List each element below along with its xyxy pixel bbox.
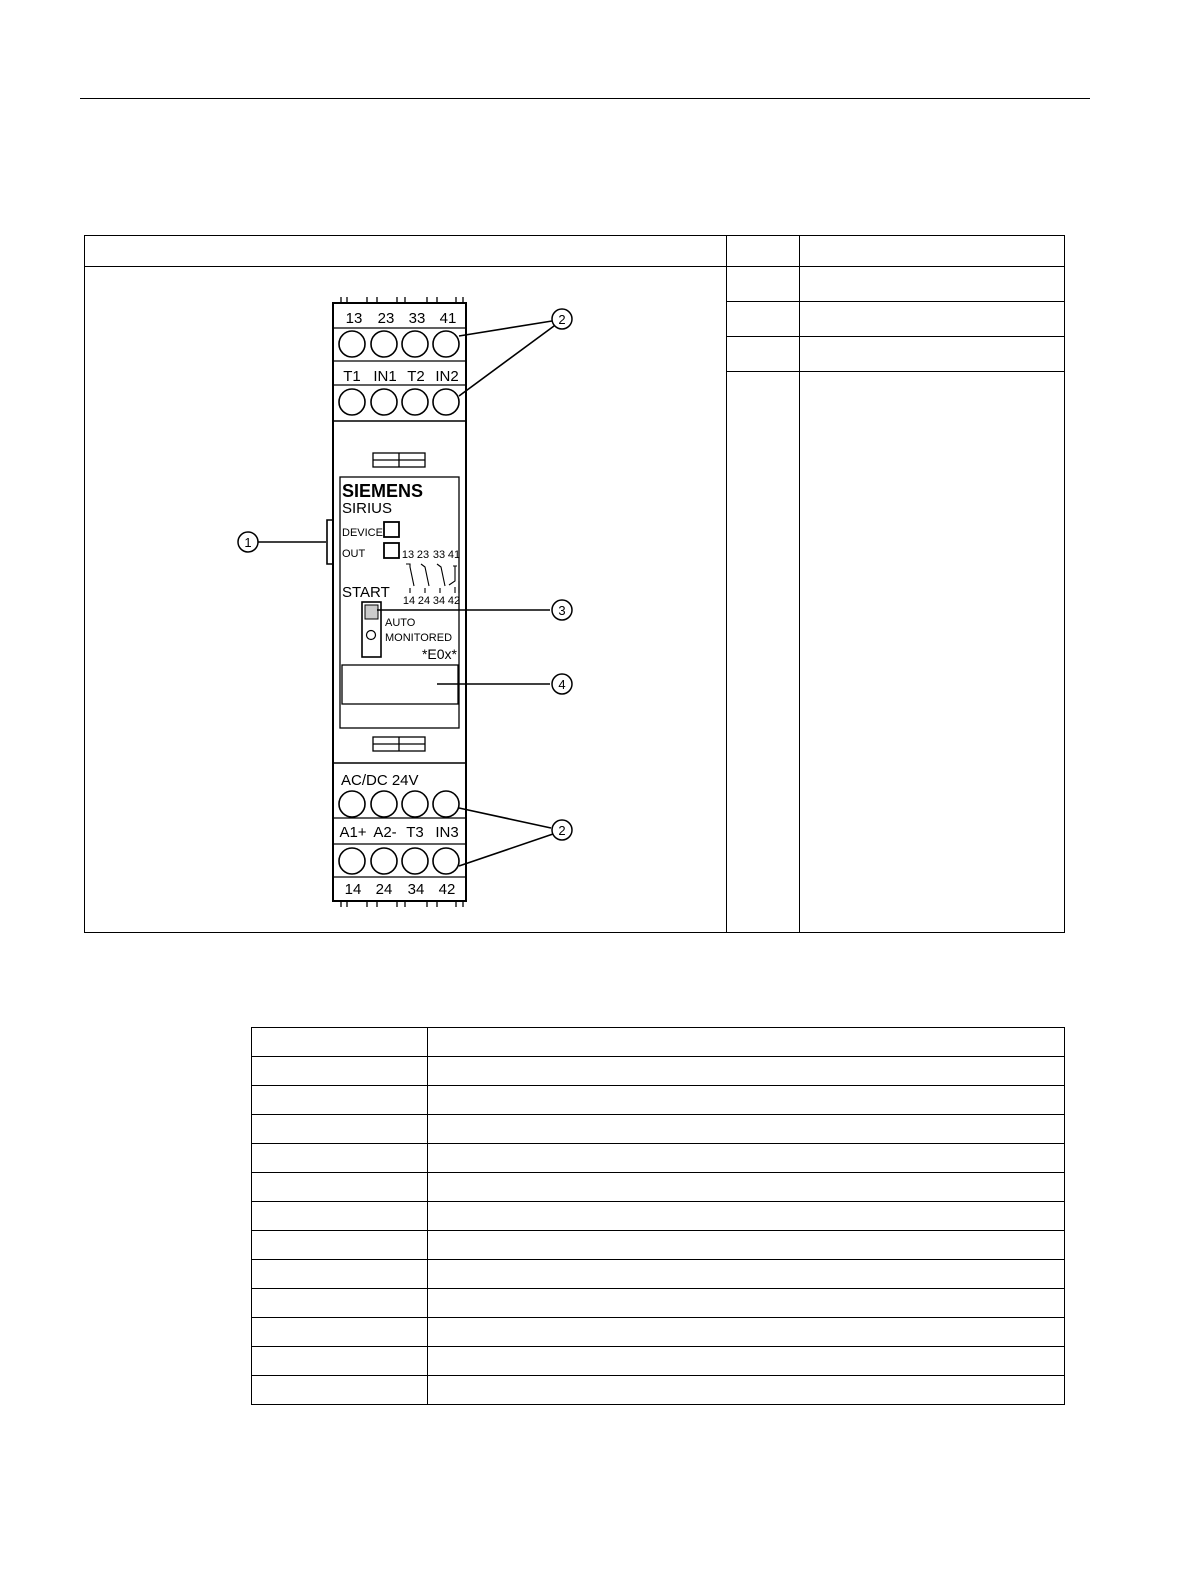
table-row bbox=[252, 1028, 1065, 1057]
terminal-label: 41 bbox=[439, 310, 457, 327]
terminal-label: IN3 bbox=[435, 824, 459, 841]
led-label-device: DEVICE bbox=[342, 527, 383, 539]
device-figure-table bbox=[84, 235, 1065, 933]
table-cell bbox=[427, 1144, 1064, 1173]
table-cell bbox=[427, 1086, 1064, 1115]
figure-cell bbox=[85, 267, 727, 933]
contact-label: 24 bbox=[417, 595, 431, 607]
table-row bbox=[252, 1318, 1065, 1347]
device-body bbox=[333, 303, 466, 901]
table-row bbox=[252, 1202, 1065, 1231]
table-row bbox=[252, 1289, 1065, 1318]
table-cell bbox=[799, 302, 1064, 337]
contact-label: 41 bbox=[447, 549, 461, 561]
table-row bbox=[252, 1376, 1065, 1405]
table-row bbox=[252, 1144, 1065, 1173]
terminal-label: 42 bbox=[438, 881, 456, 898]
table-row bbox=[252, 1057, 1065, 1086]
table-cell bbox=[252, 1173, 428, 1202]
table-cell bbox=[427, 1318, 1064, 1347]
contact-label: 34 bbox=[432, 595, 446, 607]
header-rule bbox=[80, 98, 1090, 99]
supply-label: AC/DC 24V bbox=[341, 772, 419, 789]
table-header-row bbox=[85, 236, 1065, 267]
terminal-label: T2 bbox=[407, 368, 425, 385]
start-label: START bbox=[342, 584, 390, 601]
contact-label: 13 bbox=[401, 549, 415, 561]
table-cell bbox=[727, 302, 800, 337]
table-cell bbox=[252, 1318, 428, 1347]
callout-3: 3 bbox=[558, 603, 566, 618]
led-label-out: OUT bbox=[342, 548, 366, 560]
table-cell bbox=[252, 1231, 428, 1260]
terminal-label: IN2 bbox=[435, 368, 459, 385]
table-cell bbox=[799, 337, 1064, 372]
table-row bbox=[252, 1173, 1065, 1202]
header-cell bbox=[85, 236, 727, 267]
version-label: *E0x* bbox=[421, 646, 457, 662]
callout-2: 2 bbox=[558, 312, 566, 327]
contact-label: 42 bbox=[447, 595, 461, 607]
terminal-label: 14 bbox=[344, 881, 362, 898]
table-cell bbox=[252, 1028, 428, 1057]
terminal-label: T3 bbox=[406, 824, 424, 841]
table-cell bbox=[252, 1202, 428, 1231]
table-cell bbox=[252, 1347, 428, 1376]
contact-label: 23 bbox=[416, 549, 430, 561]
spec-table bbox=[251, 1027, 1065, 1405]
table-cell bbox=[252, 1057, 428, 1086]
terminal-label: 23 bbox=[377, 310, 395, 327]
table-cell bbox=[727, 337, 800, 372]
table-row bbox=[252, 1086, 1065, 1115]
table-cell bbox=[252, 1289, 428, 1318]
table-row bbox=[252, 1347, 1065, 1376]
table-cell bbox=[252, 1376, 428, 1405]
table-cell bbox=[427, 1057, 1064, 1086]
table-cell bbox=[799, 267, 1064, 302]
header-cell bbox=[799, 236, 1064, 267]
callout-1: 1 bbox=[244, 535, 252, 550]
table-cell bbox=[427, 1202, 1064, 1231]
table-cell bbox=[252, 1144, 428, 1173]
table-cell bbox=[427, 1231, 1064, 1260]
brand-logo: SIEMENS bbox=[342, 481, 424, 501]
terminal-label: 24 bbox=[375, 881, 393, 898]
table-cell bbox=[799, 372, 1064, 933]
table-cell bbox=[427, 1173, 1064, 1202]
callout-2-bottom: 2 bbox=[558, 823, 566, 838]
table-cell bbox=[427, 1376, 1064, 1405]
device-drawing bbox=[85, 267, 726, 932]
product-name: SIRIUS bbox=[342, 500, 393, 517]
table-cell bbox=[427, 1028, 1064, 1057]
switch-label-auto: AUTO bbox=[385, 617, 416, 629]
header-cell bbox=[727, 236, 800, 267]
terminal-label: 34 bbox=[407, 881, 425, 898]
terminal-label: A1+ bbox=[339, 824, 367, 841]
table-cell bbox=[252, 1115, 428, 1144]
table-cell bbox=[427, 1115, 1064, 1144]
callout-4: 4 bbox=[558, 677, 566, 692]
switch-label-monitored: MONITORED bbox=[385, 632, 453, 644]
contact-label: 14 bbox=[402, 595, 416, 607]
table-cell bbox=[727, 267, 800, 302]
terminal-label: 13 bbox=[345, 310, 363, 327]
table-cell bbox=[427, 1260, 1064, 1289]
table-cell bbox=[427, 1347, 1064, 1376]
contact-label: 33 bbox=[432, 549, 446, 561]
table-cell bbox=[252, 1260, 428, 1289]
table-row bbox=[252, 1231, 1065, 1260]
terminal-label: A2- bbox=[373, 824, 397, 841]
table-cell bbox=[727, 372, 800, 933]
terminal-label: 33 bbox=[408, 310, 426, 327]
table-row bbox=[252, 1260, 1065, 1289]
terminal-label: IN1 bbox=[373, 368, 397, 385]
table-row bbox=[252, 1115, 1065, 1144]
terminal-label: T1 bbox=[343, 368, 361, 385]
table-cell bbox=[427, 1289, 1064, 1318]
table-cell bbox=[252, 1086, 428, 1115]
table-row bbox=[85, 267, 1065, 302]
